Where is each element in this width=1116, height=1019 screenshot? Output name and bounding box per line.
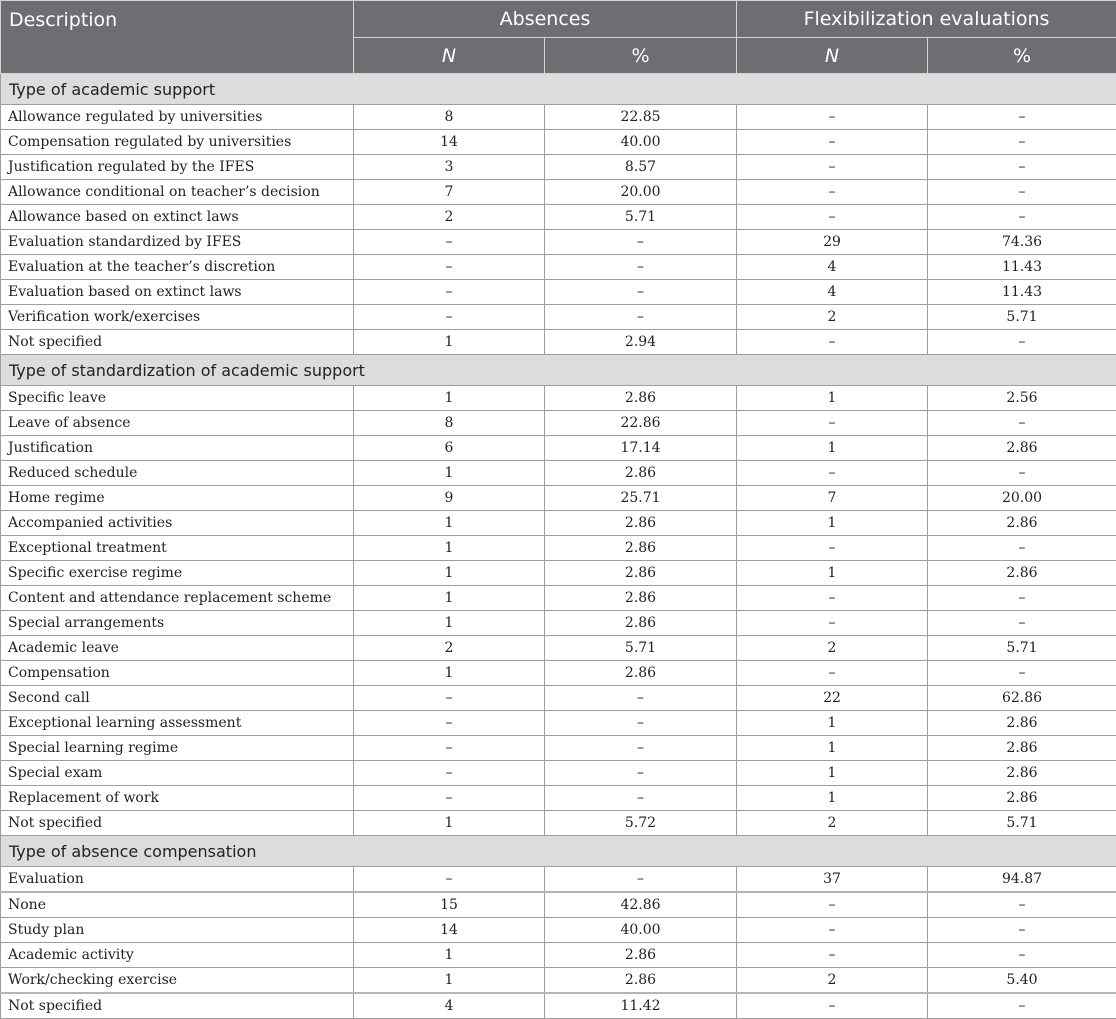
table-row <box>1 993 1116 1019</box>
flex-pct-cell: 5.40 <box>928 968 1116 994</box>
flex-n-cell: 1 <box>737 386 928 411</box>
flex-n-cell: – <box>737 180 928 205</box>
table-row <box>1 736 1116 761</box>
row-label: Special exam <box>1 761 354 786</box>
table-row <box>1 230 1116 255</box>
flex-n-cell: 1 <box>737 511 928 536</box>
absences-n-cell: 1 <box>354 611 545 636</box>
flex-pct-cell: – <box>928 892 1116 918</box>
absences-n-cell: 1 <box>354 661 545 686</box>
flex-pct-cell: 20.00 <box>928 486 1116 511</box>
row-label: Content and attendance replacement scheme <box>1 586 354 611</box>
flex-n-cell: – <box>737 411 928 436</box>
table-row <box>1 386 1116 411</box>
absences-n-cell: – <box>354 711 545 736</box>
absences-n-cell: 14 <box>354 130 545 155</box>
absences-pct-cell: 22.86 <box>545 411 737 436</box>
section-title: Type of standardization of academic support <box>1 355 1116 386</box>
flex-pct-cell: 94.87 <box>928 867 1116 893</box>
row-label: Not specified <box>1 993 354 1019</box>
absences-n-cell: 7 <box>354 180 545 205</box>
flex-n-cell: – <box>737 943 928 968</box>
absences-n-cell: 1 <box>354 811 545 836</box>
table-header <box>1 1 1116 74</box>
absences-n-cell: 3 <box>354 155 545 180</box>
row-label: Exceptional learning assessment <box>1 711 354 736</box>
flex-n-cell: – <box>737 586 928 611</box>
flex-pct-cell: 2.86 <box>928 786 1116 811</box>
absences-n-cell: 14 <box>354 918 545 943</box>
section-title: Type of absence compensation <box>1 836 1116 867</box>
flex-pct-cell: 2.86 <box>928 736 1116 761</box>
flex-pct-cell: – <box>928 155 1116 180</box>
table-row <box>1 611 1116 636</box>
row-label: Allowance based on extinct laws <box>1 205 354 230</box>
row-label: Exceptional treatment <box>1 536 354 561</box>
table-row <box>1 711 1116 736</box>
absences-pct-cell: 2.86 <box>545 511 737 536</box>
flex-n-cell: 4 <box>737 255 928 280</box>
table-row <box>1 968 1116 994</box>
absences-n-cell: 8 <box>354 105 545 130</box>
flex-pct-cell: 2.56 <box>928 386 1116 411</box>
flex-pct-header: % <box>928 38 1116 74</box>
absences-n-cell: 1 <box>354 511 545 536</box>
flex-pct-cell: 2.86 <box>928 761 1116 786</box>
flex-n-cell: 1 <box>737 761 928 786</box>
flex-pct-cell: 11.43 <box>928 280 1116 305</box>
absences-n-cell: – <box>354 736 545 761</box>
absences-pct-cell: 2.94 <box>545 330 737 355</box>
flex-pct-cell: – <box>928 661 1116 686</box>
absences-n-cell: – <box>354 686 545 711</box>
absences-n-cell: 4 <box>354 993 545 1019</box>
flex-n-cell: 1 <box>737 736 928 761</box>
flex-pct-cell: – <box>928 411 1116 436</box>
absences-pct-cell: 42.86 <box>545 892 737 918</box>
table-row <box>1 105 1116 130</box>
flex-pct-cell: – <box>928 943 1116 968</box>
absences-pct-cell: 2.86 <box>545 561 737 586</box>
flex-pct-cell: – <box>928 536 1116 561</box>
table-row <box>1 486 1116 511</box>
flex-n-cell: – <box>737 461 928 486</box>
table-row <box>1 411 1116 436</box>
table-row <box>1 661 1116 686</box>
flex-n-cell: – <box>737 661 928 686</box>
absences-n-cell: – <box>354 761 545 786</box>
row-label: Work/checking exercise <box>1 968 354 994</box>
table-row <box>1 943 1116 968</box>
flex-pct-cell: – <box>928 586 1116 611</box>
absences-pct-cell: 22.85 <box>545 105 737 130</box>
absences-pct-cell: – <box>545 305 737 330</box>
flex-pct-cell: 5.71 <box>928 305 1116 330</box>
absences-pct-cell: – <box>545 761 737 786</box>
table-row <box>1 330 1116 355</box>
table-row <box>1 811 1116 836</box>
row-label: Compensation <box>1 661 354 686</box>
absences-n-header: N <box>354 38 545 74</box>
table-row <box>1 686 1116 711</box>
absences-n-cell: 1 <box>354 943 545 968</box>
flex-n-cell: – <box>737 105 928 130</box>
absences-n-cell: 2 <box>354 636 545 661</box>
row-label: Evaluation based on extinct laws <box>1 280 354 305</box>
flex-n-cell: – <box>737 205 928 230</box>
flex-n-cell: – <box>737 993 928 1019</box>
absences-pct-cell: 5.72 <box>545 811 737 836</box>
absences-n-cell: – <box>354 867 545 893</box>
absences-n-cell: – <box>354 305 545 330</box>
flex-n-cell: 2 <box>737 968 928 994</box>
flex-pct-cell: 62.86 <box>928 686 1116 711</box>
row-label: Allowance conditional on teacher’s decision <box>1 180 354 205</box>
flex-pct-cell: 2.86 <box>928 561 1116 586</box>
flex-n-header: N <box>737 38 928 74</box>
absences-pct-cell: 2.86 <box>545 461 737 486</box>
table-row <box>1 180 1116 205</box>
flex-n-cell: 2 <box>737 305 928 330</box>
absences-pct-cell: 2.86 <box>545 968 737 994</box>
flex-pct-cell: 5.71 <box>928 811 1116 836</box>
flex-pct-cell: – <box>928 993 1116 1019</box>
flex-n-cell: 2 <box>737 636 928 661</box>
absences-pct-header: % <box>545 38 737 74</box>
flex-n-cell: – <box>737 611 928 636</box>
table-row <box>1 305 1116 330</box>
table-row <box>1 461 1116 486</box>
flex-pct-cell: – <box>928 180 1116 205</box>
row-label: Verification work/exercises <box>1 305 354 330</box>
table-row <box>1 561 1116 586</box>
flex-n-cell: – <box>737 892 928 918</box>
table-row <box>1 786 1116 811</box>
absences-n-cell: 1 <box>354 561 545 586</box>
absences-n-cell: – <box>354 230 545 255</box>
row-label: Reduced schedule <box>1 461 354 486</box>
row-label: Not specified <box>1 811 354 836</box>
flex-n-cell: 22 <box>737 686 928 711</box>
table-body <box>1 74 1116 1019</box>
absences-pct-cell: 40.00 <box>545 130 737 155</box>
row-label: Special arrangements <box>1 611 354 636</box>
row-label: Justification regulated by the IFES <box>1 155 354 180</box>
table-row <box>1 892 1116 918</box>
section-header-row <box>1 74 1116 105</box>
flex-n-cell: 4 <box>737 280 928 305</box>
absences-pct-cell: – <box>545 280 737 305</box>
table-row <box>1 511 1116 536</box>
absences-n-cell: – <box>354 280 545 305</box>
absences-n-cell: 1 <box>354 330 545 355</box>
flex-n-cell: 1 <box>737 786 928 811</box>
flex-n-cell: 1 <box>737 436 928 461</box>
flex-n-cell: 1 <box>737 711 928 736</box>
absences-n-cell: 1 <box>354 586 545 611</box>
row-label: Study plan <box>1 918 354 943</box>
absences-pct-cell: 2.86 <box>545 661 737 686</box>
absences-pct-cell: 25.71 <box>545 486 737 511</box>
absences-pct-cell: 2.86 <box>545 611 737 636</box>
flex-n-cell: – <box>737 918 928 943</box>
row-label: Leave of absence <box>1 411 354 436</box>
absences-pct-cell: – <box>545 686 737 711</box>
flex-pct-cell: 2.86 <box>928 511 1116 536</box>
flex-n-cell: 2 <box>737 811 928 836</box>
absences-pct-cell: 17.14 <box>545 436 737 461</box>
flex-pct-cell: 11.43 <box>928 255 1116 280</box>
section-header-row <box>1 355 1116 386</box>
absences-pct-cell: 11.42 <box>545 993 737 1019</box>
flex-n-cell: – <box>737 536 928 561</box>
absences-n-cell: – <box>354 255 545 280</box>
absences-pct-cell: 40.00 <box>545 918 737 943</box>
flex-pct-cell: 2.86 <box>928 711 1116 736</box>
absences-pct-cell: 2.86 <box>545 586 737 611</box>
table-row <box>1 536 1116 561</box>
row-label: Specific leave <box>1 386 354 411</box>
absences-pct-cell: 2.86 <box>545 943 737 968</box>
row-label: Second call <box>1 686 354 711</box>
row-label: Accompanied activities <box>1 511 354 536</box>
absences-n-cell: 8 <box>354 411 545 436</box>
description-header: Description <box>1 1 354 74</box>
absences-pct-cell: – <box>545 867 737 893</box>
row-label: Compensation regulated by universities <box>1 130 354 155</box>
table-row <box>1 436 1116 461</box>
row-label: Home regime <box>1 486 354 511</box>
absences-n-cell: 6 <box>354 436 545 461</box>
row-label: Evaluation <box>1 867 354 893</box>
table-row <box>1 586 1116 611</box>
table-row <box>1 130 1116 155</box>
section-title: Type of academic support <box>1 74 1116 105</box>
absences-pct-cell: 2.86 <box>545 386 737 411</box>
flex-n-cell: 1 <box>737 561 928 586</box>
row-label: Academic activity <box>1 943 354 968</box>
absences-n-cell: 15 <box>354 892 545 918</box>
flex-n-cell: – <box>737 155 928 180</box>
absences-pct-cell: – <box>545 230 737 255</box>
absences-pct-cell: 2.86 <box>545 536 737 561</box>
table-row <box>1 918 1116 943</box>
table-row <box>1 280 1116 305</box>
flex-n-cell: 37 <box>737 867 928 893</box>
absences-pct-cell: – <box>545 786 737 811</box>
flex-pct-cell: – <box>928 461 1116 486</box>
absences-pct-cell: – <box>545 711 737 736</box>
flex-n-cell: – <box>737 130 928 155</box>
table-row <box>1 205 1116 230</box>
row-label: Justification <box>1 436 354 461</box>
absences-header: Absences <box>354 1 737 38</box>
row-label: Replacement of work <box>1 786 354 811</box>
flex-pct-cell: – <box>928 130 1116 155</box>
row-label: Evaluation at the teacher’s discretion <box>1 255 354 280</box>
row-label: Not specified <box>1 330 354 355</box>
flex-pct-cell: 2.86 <box>928 436 1116 461</box>
flex-pct-cell: 74.36 <box>928 230 1116 255</box>
row-label: Special learning regime <box>1 736 354 761</box>
table-row <box>1 255 1116 280</box>
absences-n-cell: 2 <box>354 205 545 230</box>
flex-pct-cell: 5.71 <box>928 636 1116 661</box>
absences-pct-cell: 5.71 <box>545 636 737 661</box>
row-label: Academic leave <box>1 636 354 661</box>
absences-n-cell: 1 <box>354 386 545 411</box>
flex-pct-cell: – <box>928 205 1116 230</box>
absences-pct-cell: 20.00 <box>545 180 737 205</box>
absences-n-cell: 1 <box>354 461 545 486</box>
absences-pct-cell: – <box>545 255 737 280</box>
flex-n-cell: 29 <box>737 230 928 255</box>
absences-n-cell: 1 <box>354 536 545 561</box>
flexibilization-header: Flexibilization evaluations <box>737 1 1116 38</box>
row-label: Allowance regulated by universities <box>1 105 354 130</box>
flex-pct-cell: – <box>928 330 1116 355</box>
row-label: None <box>1 892 354 918</box>
row-label: Evaluation standardized by IFES <box>1 230 354 255</box>
flex-n-cell: 7 <box>737 486 928 511</box>
flex-n-cell: – <box>737 330 928 355</box>
row-label: Specific exercise regime <box>1 561 354 586</box>
absences-n-cell: 9 <box>354 486 545 511</box>
table-row <box>1 155 1116 180</box>
flex-pct-cell: – <box>928 105 1116 130</box>
absences-pct-cell: 8.57 <box>545 155 737 180</box>
table-row <box>1 636 1116 661</box>
section-header-row <box>1 836 1116 867</box>
absences-pct-cell: 5.71 <box>545 205 737 230</box>
table-row <box>1 867 1116 893</box>
flex-pct-cell: – <box>928 611 1116 636</box>
table-row <box>1 761 1116 786</box>
absences-pct-cell: – <box>545 736 737 761</box>
absences-n-cell: 1 <box>354 968 545 994</box>
flex-pct-cell: – <box>928 918 1116 943</box>
absences-n-cell: – <box>354 786 545 811</box>
